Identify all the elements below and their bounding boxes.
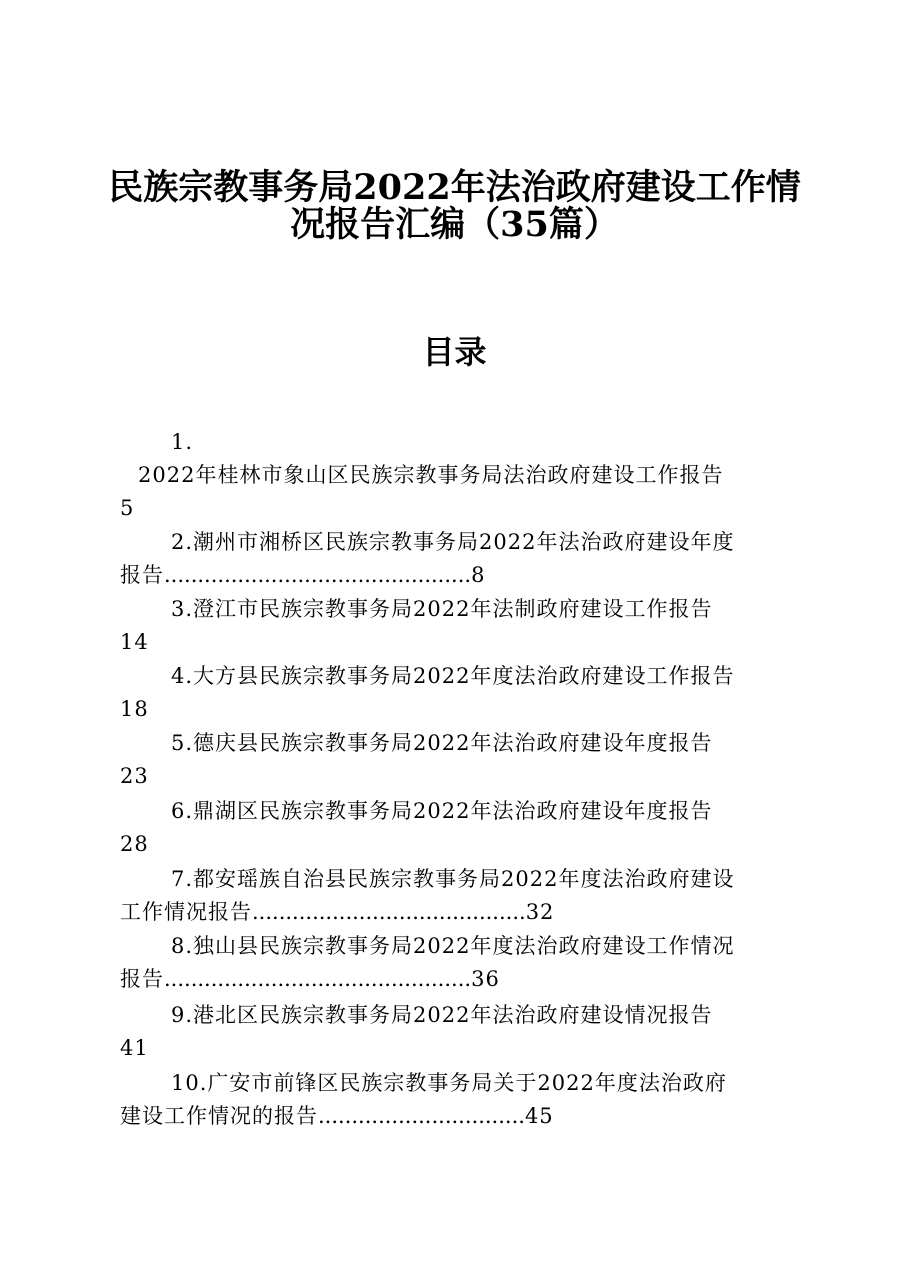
toc-heading: 目录 [422,333,487,371]
toc-entry-8-leader: .............................................. [164,967,472,991]
toc-entry-6-page: 28 [120,832,149,856]
toc-entry-9-number: 9. [171,1003,194,1027]
toc-entry-4-page: 18 [120,697,149,721]
toc-entry-8-title-cont: 报告 [120,967,164,991]
toc-entry-7-number: 7. [171,867,194,891]
toc-entry-1-title[interactable]: 2022年桂林市象山区民族宗教事务局法治政府建设工作报告 [138,463,724,487]
toc-entry-1-number: 1. [171,430,194,454]
toc-entry-9-page: 41 [120,1036,149,1060]
toc-entry-3-page: 14 [120,630,149,654]
toc-entry-5[interactable] [171,729,713,757]
toc-entry-2-page: 8 [471,563,486,587]
toc-entry-7[interactable] [171,865,735,893]
toc-entry-10[interactable] [171,1069,727,1097]
toc-entry-6-number: 6. [171,799,194,823]
toc-entry-8-page: 36 [471,967,500,991]
toc-entry-10-page: 45 [524,1104,554,1128]
toc-entry-2-cont[interactable] [120,561,485,589]
toc-entry-9[interactable] [171,1001,713,1029]
toc-entry-10-title-cont: 建设工作情况的报告 [120,1104,318,1128]
document-title-line2: 况报告汇编（35篇） [290,204,619,245]
toc-entry-10-number: 10. [171,1071,208,1095]
toc-entry-7-title: 都安瑶族自治县民族宗教事务局2022年度法治政府建设 [193,867,735,891]
toc-entry-7-cont[interactable] [120,898,554,926]
toc-entry-7-leader: ......................................... [252,900,526,924]
toc-entry-8-cont[interactable] [120,965,500,993]
toc-entry-3-number: 3. [171,597,194,621]
toc-entry-10-title: 广安市前锋区民族宗教事务局关于2022年度法治政府 [207,1071,727,1095]
toc-entry-7-page: 32 [525,900,555,924]
toc-entry-2-title: 潮州市湘桥区民族宗教事务局2022年法治政府建设年度 [193,530,735,554]
document-title-line1: 民族宗教事务局2022年法治政府建设工作情 [108,167,801,208]
toc-entry-5-title: 德庆县民族宗教事务局2022年法治政府建设年度报告 [193,731,713,755]
toc-entry-8[interactable] [171,932,735,960]
toc-entry-3-title: 澄江市民族宗教事务局2022年法制政府建设工作报告 [193,597,713,621]
toc-entry-9-title: 港北区民族宗教事务局2022年法治政府建设情况报告 [193,1003,713,1027]
toc-entry-4[interactable] [171,662,735,690]
toc-entry-2-leader: .............................................. [164,563,472,587]
toc-entry-5-page: 23 [120,764,149,788]
toc-entry-7-title-cont: 工作情况报告 [120,900,252,924]
toc-entry-6[interactable] [171,797,713,825]
toc-entry-2-number: 2. [171,530,194,554]
toc-entry-8-number: 8. [171,934,194,958]
toc-entry-2-title-cont: 报告 [120,563,164,587]
toc-entry-4-number: 4. [171,664,194,688]
toc-entry-6-title: 鼎湖区民族宗教事务局2022年法治政府建设年度报告 [193,799,713,823]
toc-entry-2[interactable] [171,528,735,556]
toc-entry-4-title: 大方县民族宗教事务局2022年度法治政府建设工作报告 [193,664,735,688]
toc-entry-10-cont[interactable] [120,1102,554,1130]
toc-entry-10-leader: ............................... [318,1104,525,1128]
toc-entry-3[interactable] [171,595,713,623]
toc-entry-8-title: 独山县民族宗教事务局2022年度法治政府建设工作情况 [193,934,735,958]
toc-entry-1-page: 5 [120,496,135,520]
toc-entry-5-number: 5. [171,731,194,755]
